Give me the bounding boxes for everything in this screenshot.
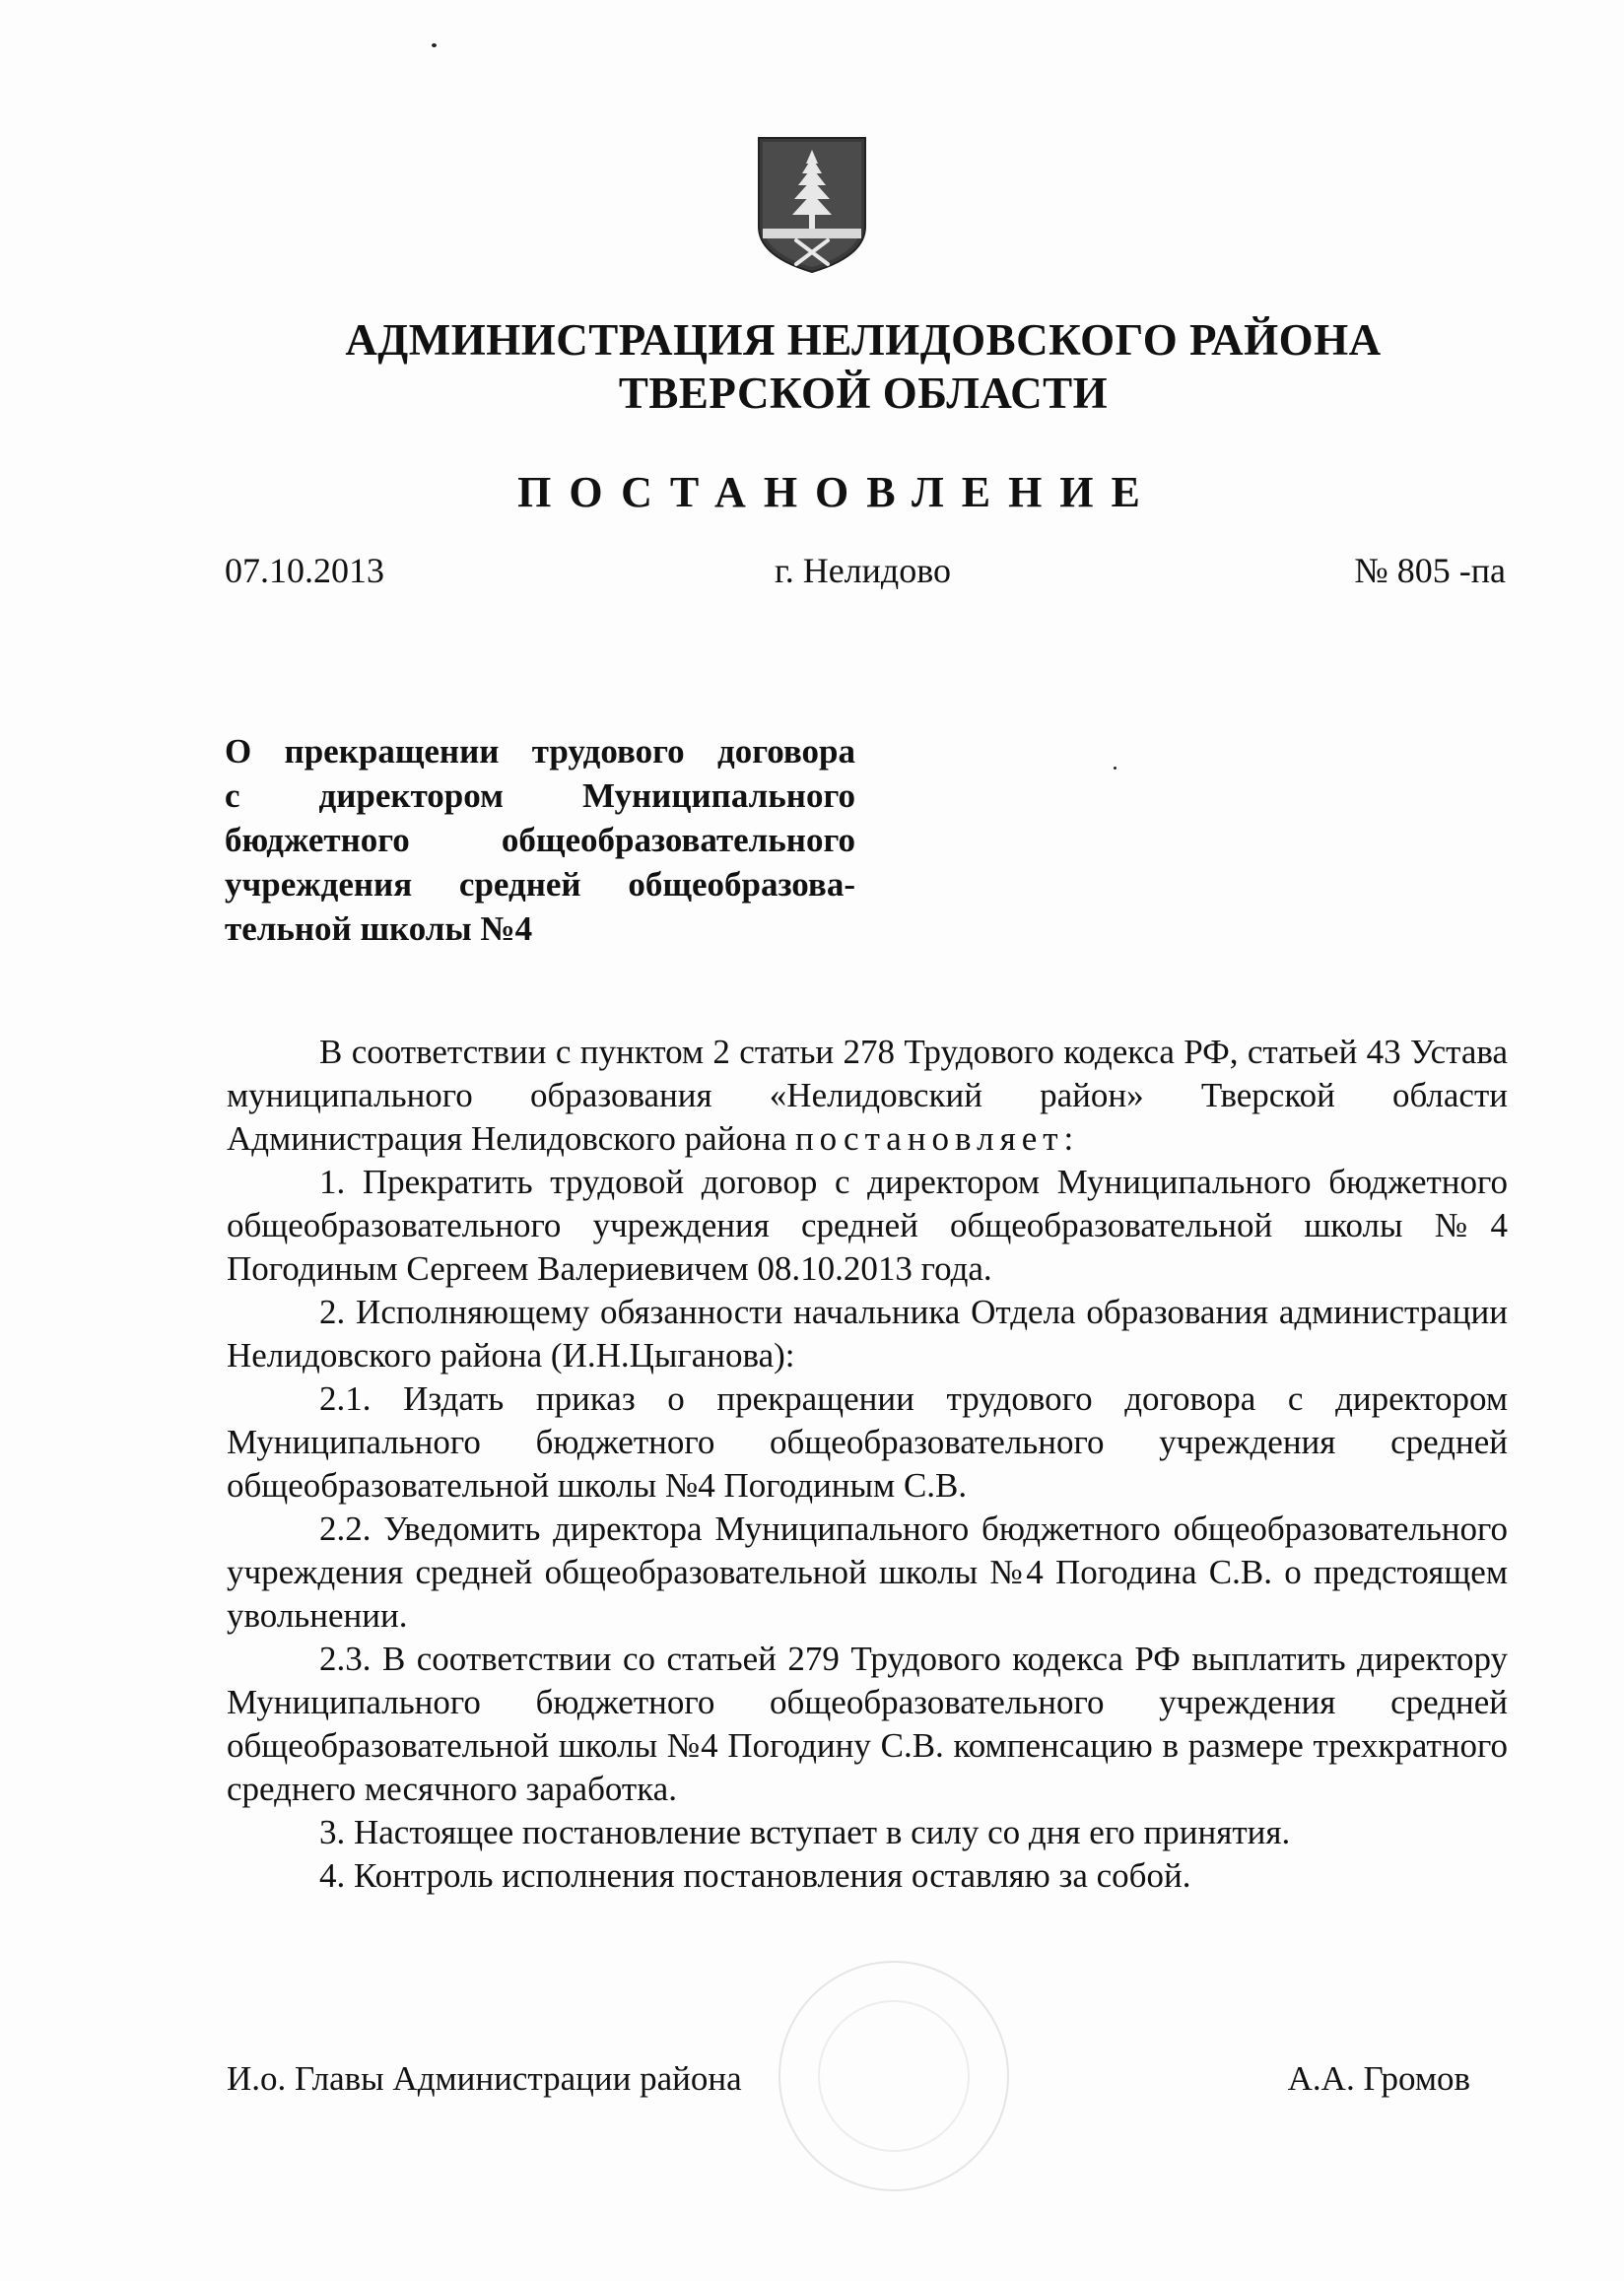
subject-line: учреждения средней общеобразова- xyxy=(225,865,855,904)
preamble-paragraph xyxy=(227,1031,1508,1161)
document-type: ПОСТАНОВЛЕНИЕ xyxy=(517,468,1158,516)
list-item: 2.1. Издать приказ о прекращении трудового договора с директором Муниципального бюджетного общеобразовательного учреждения средней общеобразовательной школы №4 Погодиным С.В. xyxy=(227,1379,1508,1505)
subject-line: бюджетного общеобразовательного xyxy=(225,821,855,859)
coat-of-arms-icon xyxy=(757,136,867,274)
preamble-text: В соответствии с пунктом 2 статьи 278 Трудового кодекса РФ, статьей 43 Устава муниципального образования «Нелидовский район» Тверской области Администрация Нелидовского района xyxy=(227,1033,1508,1158)
document-number: № 805 -па xyxy=(1354,551,1506,590)
signatory-title: И.о. Главы Администрации района xyxy=(227,2059,742,2098)
organization-name: АДМИНИСТРАЦИЯ НЕЛИДОВСКОГО РАЙОНА xyxy=(345,315,1382,365)
list-item: 2.2. Уведомить директора Муниципального бюджетного общеобразовательного учреждения средней общеобразовательной школы №4 Погодина С.В. о предстоящем увольнении. xyxy=(227,1509,1508,1635)
document-date: 07.10.2013 xyxy=(225,551,384,590)
subject-line: с директором Муниципального xyxy=(225,776,855,815)
list-item: 2. Исполняющему обязанности начальника Отдела образования администрации Нелидовского района (И.Н.Цыганова): xyxy=(227,1293,1508,1375)
organization-region: ТВЕРСКОЙ ОБЛАСТИ xyxy=(618,369,1109,418)
list-item: 3. Настоящее постановление вступает в силу со дня его принятия. xyxy=(319,1813,1291,1851)
subject-line: О прекращении трудового договора xyxy=(225,732,855,771)
subject-line: тельной школы №4 xyxy=(225,909,533,948)
document-subject xyxy=(225,729,855,951)
scan-speck xyxy=(1114,767,1116,770)
scan-speck xyxy=(432,43,437,47)
list-item: 4. Контроль исполнения постановления оставляю за собой. xyxy=(319,1856,1191,1895)
resolve-word: постановляет: xyxy=(794,1119,1080,1158)
list-item: 2.3. В соответствии со статьей 279 Трудового кодекса РФ выплатить директору Муниципального бюджетного общеобразовательного учреждения средней общеобразовательной школы №4 Погодину С.В. компенсацию в размере трехкратного среднего месячного заработка. xyxy=(227,1640,1508,1808)
signatory-name: А.А. Громов xyxy=(1287,2059,1470,2098)
faint-stamp-inner xyxy=(818,2000,970,2152)
list-item: 1. Прекратить трудовой договор с директором Муниципального бюджетного общеобразовательного учреждения средней общеобразовательной школы №4 Погодиным Сергеем Валериевичем 08.10.2013 года. xyxy=(227,1163,1508,1288)
document-body xyxy=(227,1031,1508,1898)
document-city: г. Нелидово xyxy=(775,551,951,590)
